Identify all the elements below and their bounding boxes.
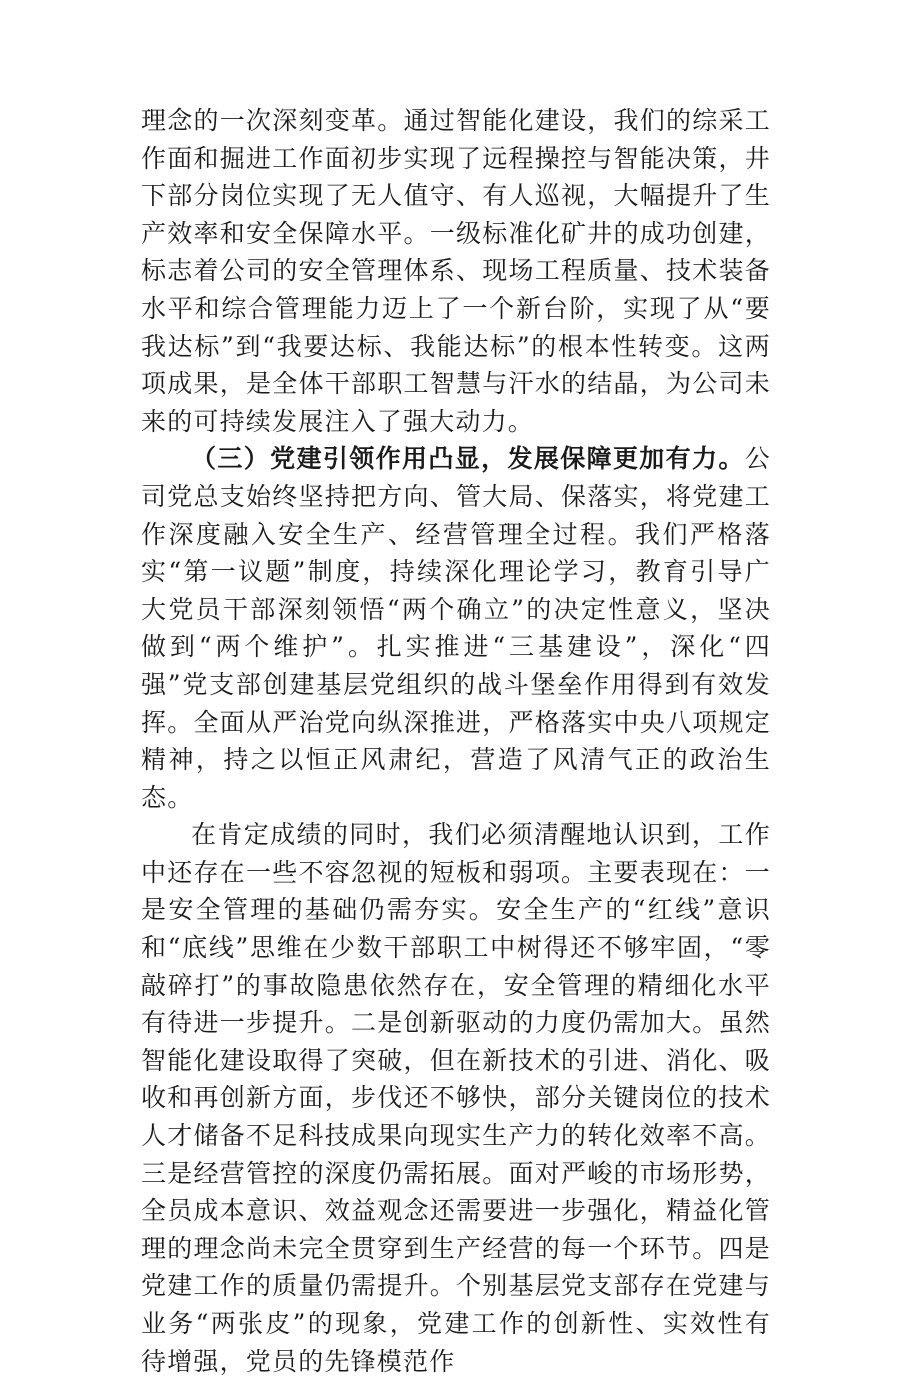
paragraph-text: 理念的一次深刻变革。通过智能化建设，我们的综采工作面和掘进工作面初步实现了远程操控与智能决策，井下部分岗位实现了无人值守、有人巡视，大幅提升了生产效率和安全保障水平。一级标准化矿井的成功创建，标志着公司的安全管理体系、现场工程质量、技术装备水平和综合管理能力迈上了一个新台阶，实现了从“要我达标”到“我要达标、我能达标”的根本性转变。这两项成果，是全体干部职工智慧与汗水的结晶，为公司未来的可持续发展注入了强大动力。 [141,106,771,436]
paragraph-text: 在肯定成绩的同时，我们必须清醒地认识到，工作中还存在一些不容忽视的短板和弱项。主要表现在：一是安全管理的基础仍需夯实。安全生产的“红线”意识和“底线”思维在少数干部职工中树得还不够牢固，“零敲碎打”的事故隐患依然存在，安全管理的精细化水平有待进一步提升。二是创新驱动的力度仍需加大。虽然智能化建设取得了突破，但在新技术的引进、消化、吸收和再创新方面，步伐还不够快，部分关键岗位的技术人才储备不足科技成果向现实生产力的转化效率不高。三是经营管控的深度仍需拓展。面对严峻的市场形势，全员成本意识、效益观念还需要进一步强化，精益化管理的理念尚未完全贯穿到生产经营的每一个环节。四是党建工作的质量仍需提升。个别基层党支部存在党建与业务“两张皮”的现象，党建工作的创新性、实效性有待增强，党员的先锋模范作 [141,820,771,1376]
section-heading: （三）党建引领作用凸显，发展保障更加有力。 [191,444,745,474]
document-page [141,102,771,1380]
paragraph-shortcomings [141,816,771,1380]
paragraph-continuation [141,102,771,440]
paragraph-party-building [141,440,771,816]
paragraph-text: 公司党总支始终坚持把方向、管大局、保落实，将党建工作深度融入安全生产、经营管理全过程。我们严格落实“第一议题”制度，持续深化理论学习，教育引导广大党员干部深刻领悟“两个确立”的决定性意义，坚决做到“两个维护”。扎实推进“三基建设”，深化“四强”党支部创建基层党组织的战斗堡垒作用得到有效发挥。全面从严治党向纵深推进，严格落实中央八项规定精神，持之以恒正风肃纪，营造了风清气正的政治生态。 [141,444,771,812]
